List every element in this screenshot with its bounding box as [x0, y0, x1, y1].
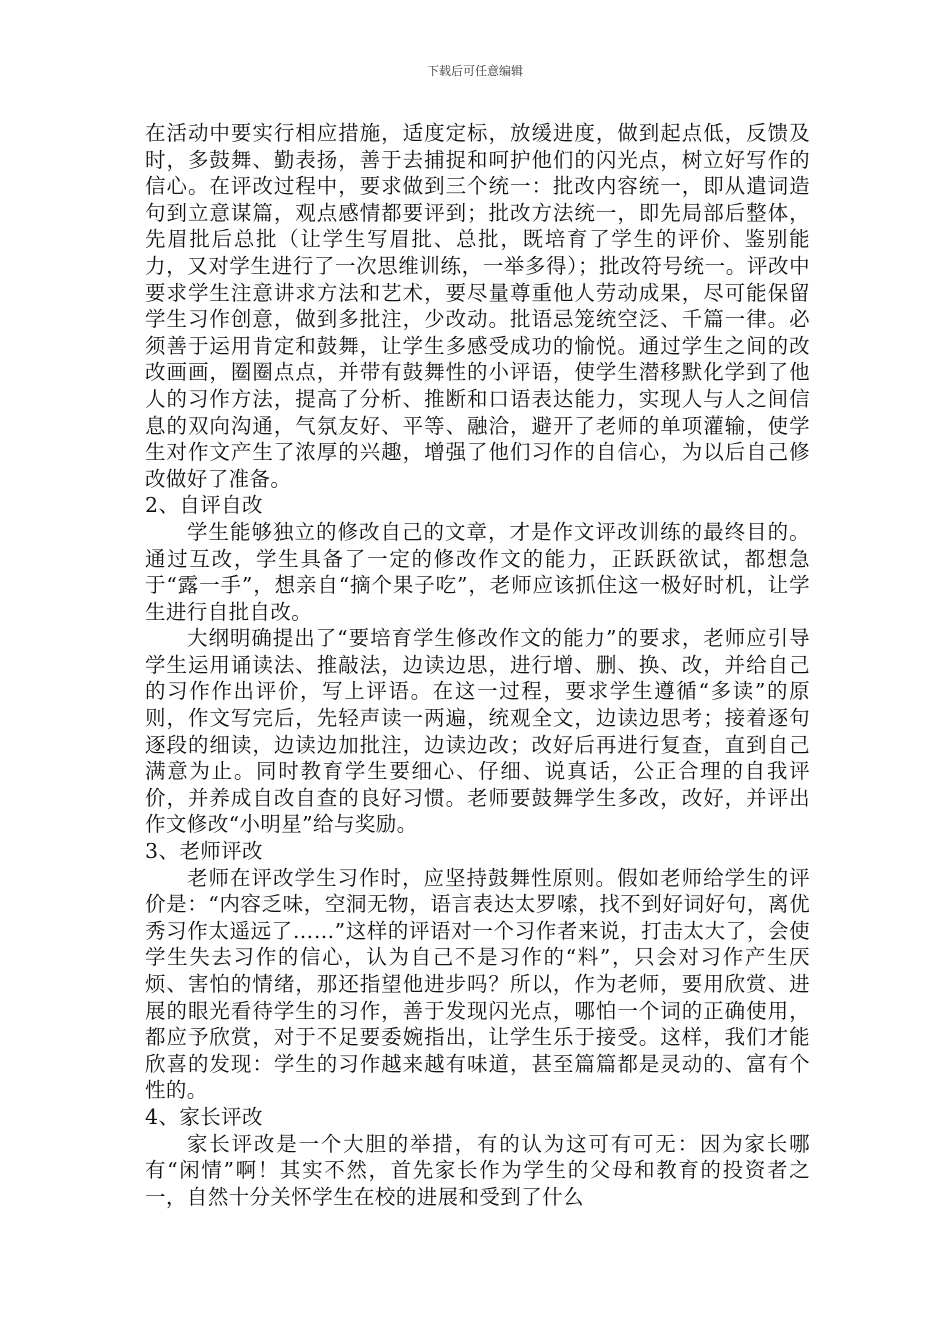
body-paragraph: 老师在评改学生习作时，应坚持鼓舞性原则。假如老师给学生的评价是：“内容乏味，空洞无物，语言表达太罗嗦，找不到好词好句，离优秀习作太遥远了……”这样的评语对一个习作者来说，打击太大了，会使学生失去习作的信心，认为自己不是习作的“料”，只会对习作产生厌烦、害怕的情绪，那还指望他进步吗？所以，作为老师，要用欣赏、进展的眼光看待学生的习作，善于发现闪光点，哪怕一个词的正确使用，都应予欣赏，对于不足要委婉指出，让学生乐于接受。这样，我们才能欣喜的发现：学生的习作越来越有味道，甚至篇篇都是灵动的、富有个性的。 — [145, 865, 810, 1103]
section-heading: 4、家长评改 — [145, 1104, 263, 1129]
section-heading: 3、老师评改 — [145, 839, 263, 864]
body-paragraph: 在活动中要实行相应措施，适度定标，放缓进度，做到起点低，反馈及时，多鼓舞、勤表扬，善于去捕捉和呵护他们的闪光点，树立好写作的信心。在评改过程中，要求做到三个统一：批改内容统一，即从遣词造句到立意谋篇，观点感情都要评到；批改方法统一，即先局部后整体，先眉批后总批（让学生写眉批、总批，既培育了学生的评价、鉴别能力，又对学生进行了一次思维训练，一举多得）；批改符号统一。评改中要求学生注意讲求方法和艺术，要尽量尊重他人劳动成果，尽可能保留学生习作创意，做到多批注，少改动。批语忌笼统空泛、千篇一律。必须善于运用肯定和鼓舞，让学生多感受成功的愉悦。通过学生之间的改改画画，圈圈点点，并带有鼓舞性的小评语，使学生潜移默化学到了他人的习作方法，提高了分析、推断和口语表达能力，实现人与人之间信息的双向沟通，气氛友好、平等、融洽，避开了老师的单项灌输，使学生对作文产生了浓厚的兴趣，增强了他们习作的自信心，为以后自己修改做好了准备。 — [145, 121, 810, 491]
page-header: 下载后可任意编辑 — [426, 64, 523, 78]
document-body — [145, 120, 810, 1210]
body-paragraph: 大纲明确提出了“要培育学生修改作文的能力”的要求，老师应引导学生运用诵读法、推敲法，边读边思，进行增、删、换、改，并给自己的习作作出评价，写上评语。在这一过程，要求学生遵循“多读”的原则，作文写完后，先轻声读一两遍，统观全文，边读边思考；接着逐句逐段的细读，边读边加批注，边读边改；改好后再进行复查，直到自己满意为止。同时教育学生要细心、仔细、说真话，公正合理的自我评价，并养成自改自查的良好习惯。老师要鼓舞学生多改，改好，并评出作文修改“小明星”给与奖励。 — [145, 626, 810, 837]
body-paragraph: 学生能够独立的修改自己的文章，才是作文评改训练的最终目的。通过互改，学生具备了一定的修改作文的能力，正跃跃欲试，都想急于“露一手”，想亲自“摘个果子吃”，老师应该抓住这一极好时机，让学生进行自批自改。 — [145, 519, 810, 624]
body-paragraph: 家长评改是一个大胆的举措，有的认为这可有可无：因为家长哪有“闲情”啊！其实不然，首先家长作为学生的父母和教育的投资者之一，自然十分关怀学生在校的进展和受到了什么 — [145, 1131, 810, 1209]
section-heading: 2、自评自改 — [145, 493, 263, 518]
